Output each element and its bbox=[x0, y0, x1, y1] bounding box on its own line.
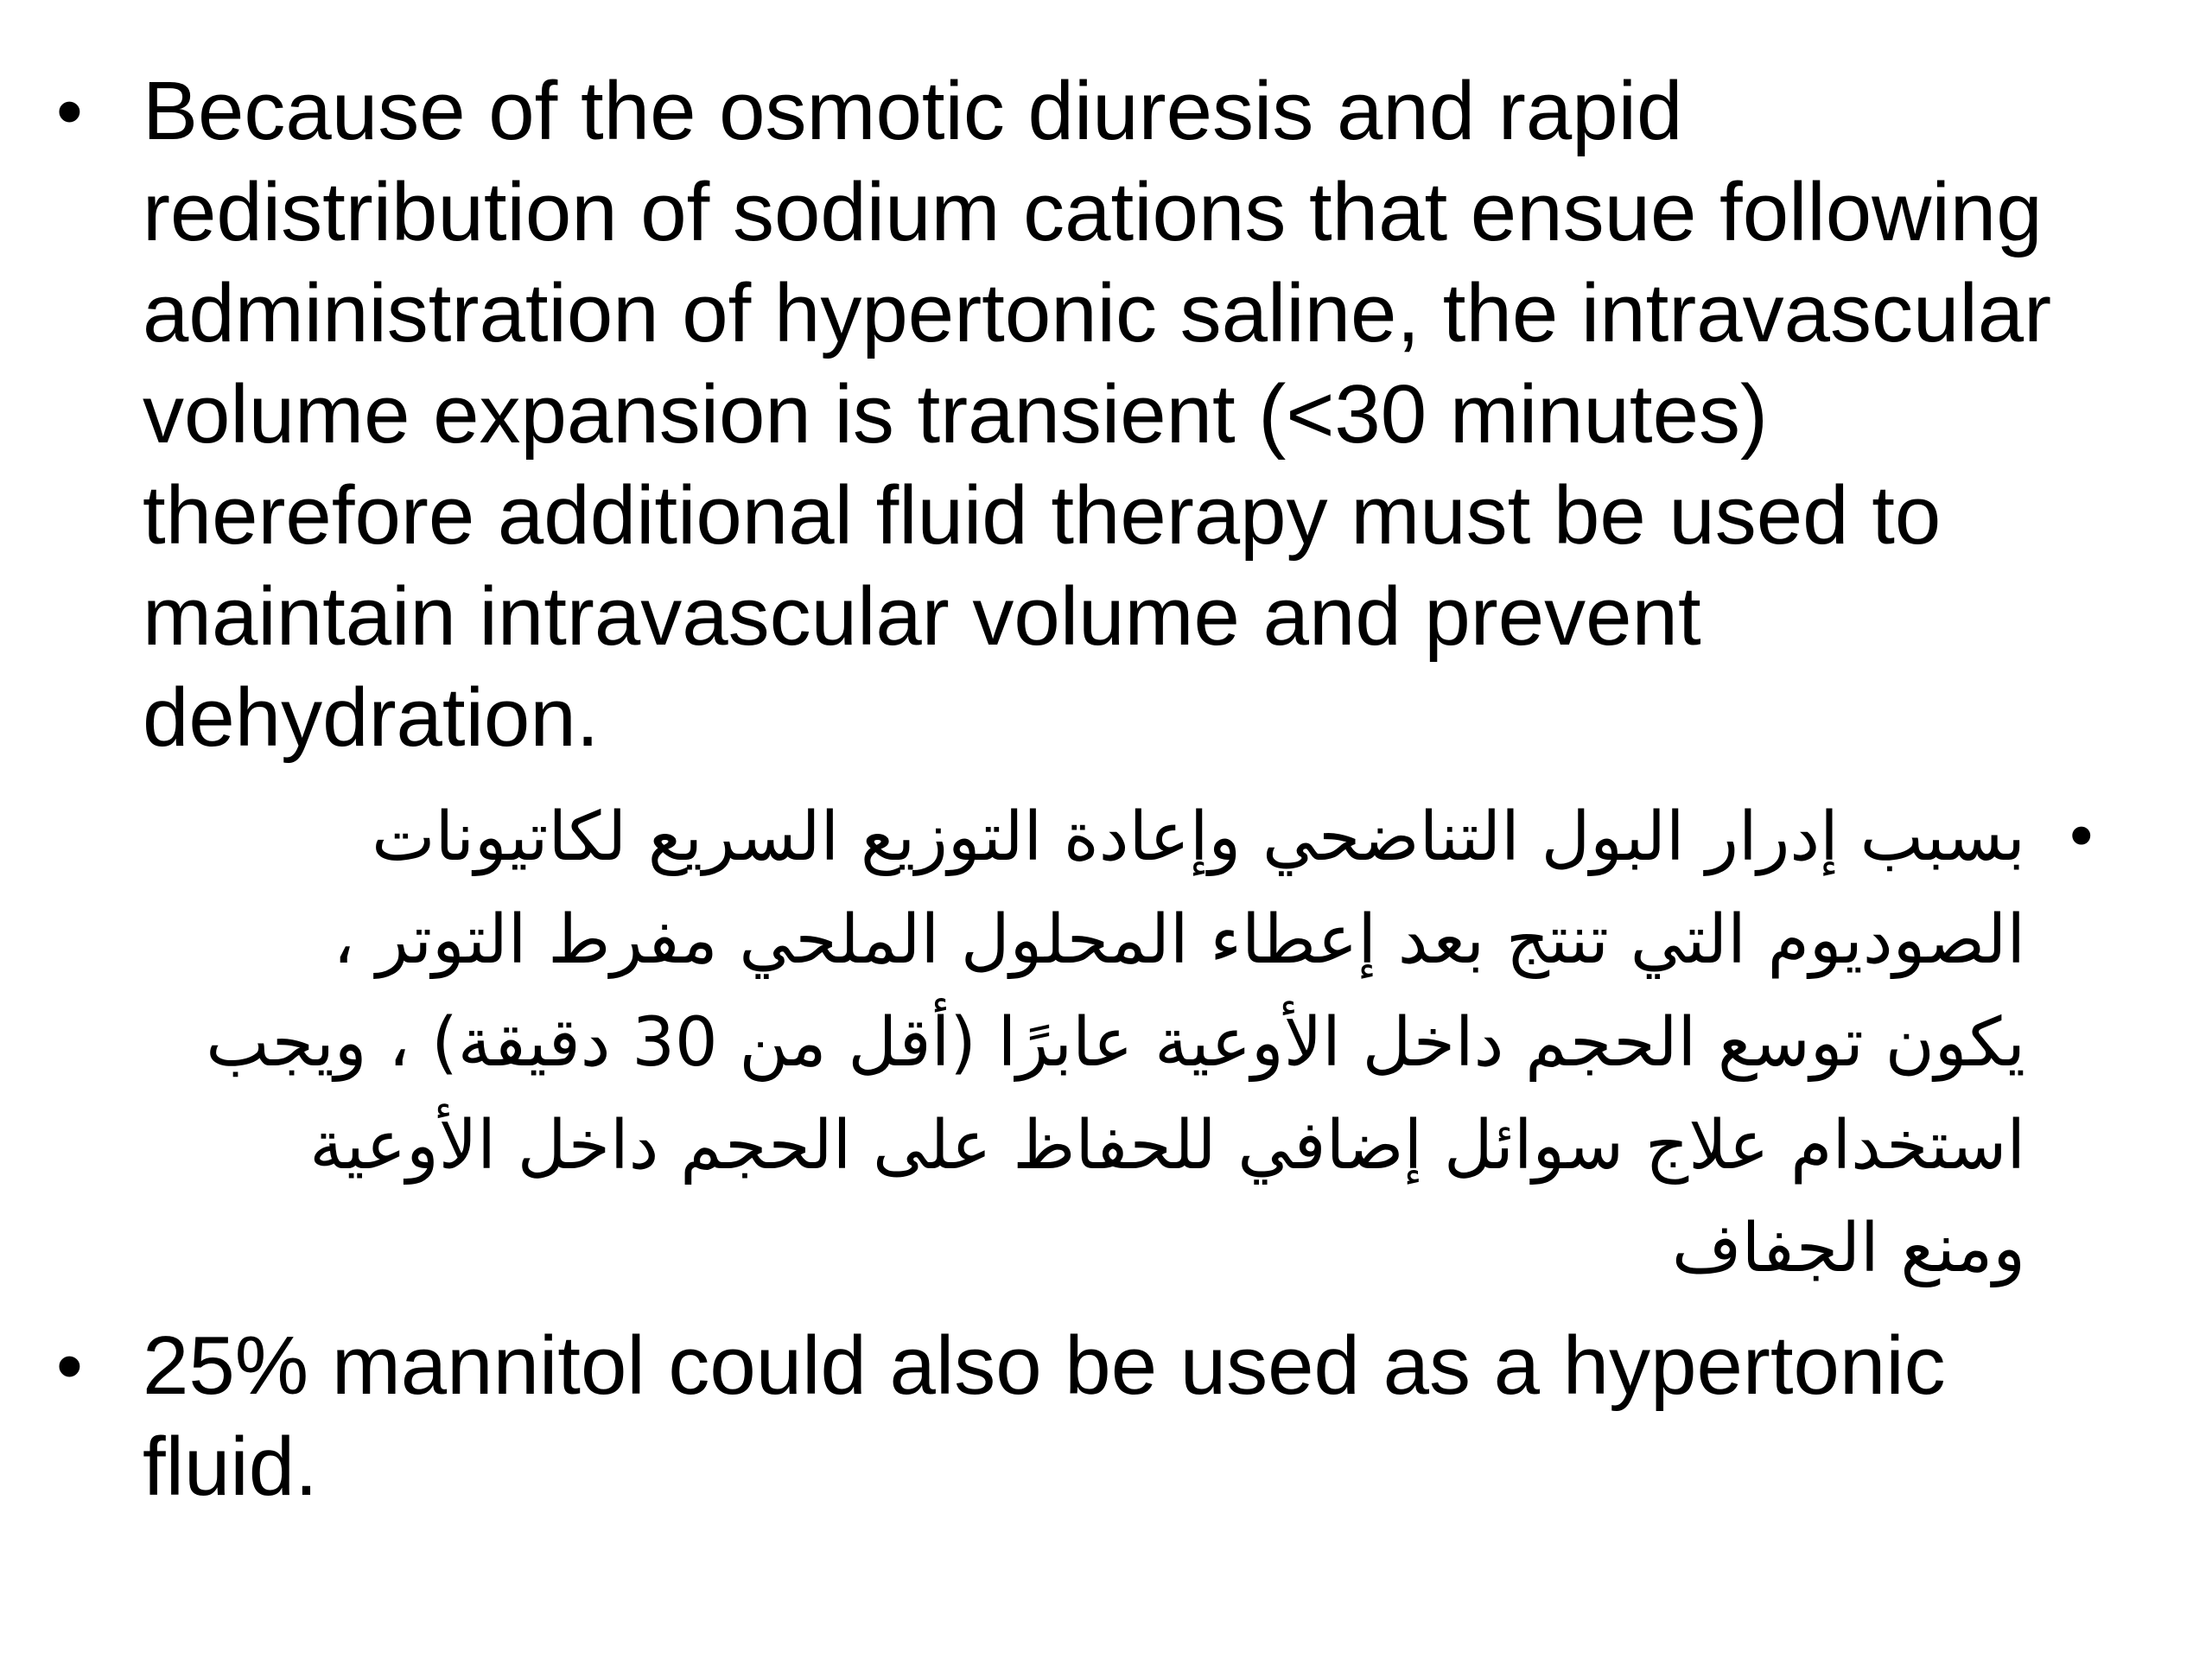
bullet-text: 25% mannitol could also be used as a hypertonic fluid. bbox=[143, 1319, 1946, 1513]
bullet-item-arabic bbox=[199, 786, 2100, 1300]
bullet-marker-icon: • bbox=[2063, 801, 2100, 874]
bullet-marker-icon: • bbox=[56, 68, 83, 154]
bullet-marker-icon: • bbox=[56, 1323, 83, 1408]
bullet-text-arabic: بسبب إدرار البول التناضحي وإعادة التوزيع السريع لكاتيونات الصوديوم التي تنتج بعد إعطاء المحلول الملحي مفرط التوتر ، يكون توسع الحجم داخل الأوعية عابرًا (أقل من 30 دقيقة) ، ويجب استخدام علاج سوائل إضافي للحفاظ على الحجم داخل الأوعية ومنع الجفاف bbox=[206, 798, 2025, 1287]
bullet-item-english-2 bbox=[56, 1315, 2113, 1517]
bullet-item-english-1 bbox=[56, 60, 2113, 768]
bullet-text: Because of the osmotic diuresis and rapid redistribution of sodium cations that ensue following administration of hypertonic saline, the intravascular volume expansion is transient (<30 minutes) therefore additional fluid therapy must be used to maintain intravascular volume and prevent dehydration. bbox=[143, 65, 2052, 764]
